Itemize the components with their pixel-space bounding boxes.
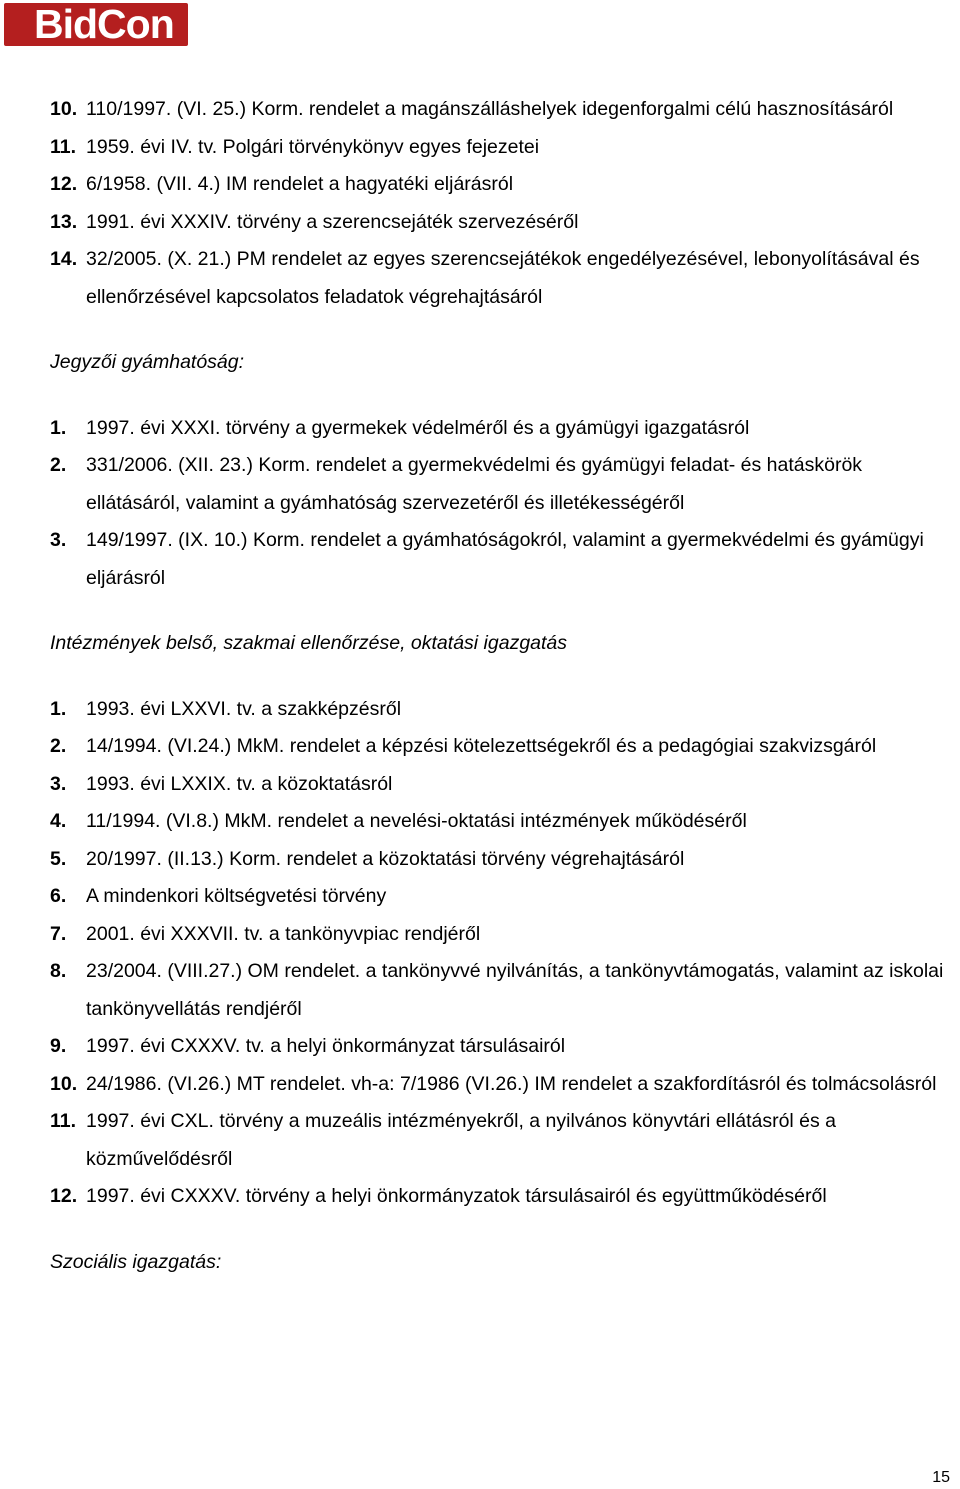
- list-item-text: 14/1994. (VI.24.) MkM. rendelet a képzési kötelezettségekről és a pedagógiai szakvizsgáról: [86, 735, 877, 757]
- list-item: [50, 91, 960, 129]
- list-item-number: 12.: [50, 173, 78, 195]
- list-item-text: 1959. évi IV. tv. Polgári törvénykönyv egyes fejezetei: [86, 135, 540, 158]
- section-title-education: Intézmények belső, szakmai ellenőrzése, oktatási igazgatás: [50, 632, 568, 654]
- list-item-number: 1.: [50, 416, 67, 439]
- bidcon-logo: [4, 3, 188, 46]
- list-item-number: 10.: [50, 98, 78, 120]
- logo-text: BidCon: [34, 1, 174, 47]
- list-item-number: 7.: [50, 922, 67, 945]
- list-item: [50, 447, 960, 522]
- list-item-number: 6.: [50, 885, 67, 907]
- list-item-text: 1997. évi XXXI. törvény a gyermekek védelméről és a gyámügyi igazgatásról: [86, 416, 750, 439]
- list-item-text: 11/1994. (VI.8.) MkM. rendelet a nevelési-oktatási intézmények működéséről: [86, 810, 747, 832]
- list-item-number: 8.: [50, 960, 67, 982]
- list-item: [50, 803, 960, 841]
- list-item-text: 20/1997. (II.13.) Korm. rendelet a közoktatási törvény végrehajtásáról: [86, 847, 685, 870]
- list-item: [50, 1178, 960, 1216]
- list-item: [50, 129, 960, 167]
- list-item-number: 1.: [50, 697, 67, 720]
- list-item: [50, 166, 960, 204]
- list-item-text: 23/2004. (VIII.27.) OM rendelet. a tankönyvvé nyilvánítás, a tankönyvtámogatás, valamint az iskolai tankönyvellátás rendjéről: [86, 960, 944, 1020]
- list-item-number: 9.: [50, 1035, 67, 1057]
- list-item: [50, 766, 960, 804]
- list-item-text: 1997. évi CXXXV. tv. a helyi önkormányzat társulásairól: [86, 1035, 566, 1057]
- list-item-text: 1993. évi LXXVI. tv. a szakképzésről: [86, 697, 402, 720]
- list-item-number: 5.: [50, 847, 67, 870]
- list-item: [50, 1028, 960, 1066]
- list-item-text: 6/1958. (VII. 4.) IM rendelet a hagyatéki eljárásról: [86, 173, 514, 195]
- list-item: [50, 841, 960, 879]
- list-item-number: 4.: [50, 810, 67, 832]
- list-item-number: 3.: [50, 529, 67, 551]
- list-item: [50, 953, 960, 1028]
- list-item: [50, 241, 960, 316]
- list-item-text: 1993. évi LXXIX. tv. a közoktatásról: [86, 772, 393, 795]
- list-item-number: 11.: [50, 135, 77, 158]
- list-item: [50, 691, 960, 729]
- list-item-text: A mindenkori költségvetési törvény: [86, 885, 387, 907]
- list-item-text: 331/2006. (XII. 23.) Korm. rendelet a gyermekvédelmi és gyámügyi feladat- és hatáskörök ellátásáról, valamint a gyámhatóság szervezetéről és illetékességéről: [86, 454, 863, 514]
- list-item: [50, 916, 960, 954]
- list-item-text: 110/1997. (VI. 25.) Korm. rendelet a magánszálláshelyek idegenforgalmi célú hasznosításáról: [86, 98, 894, 120]
- list-item-number: 2.: [50, 735, 67, 757]
- list-item-number: 13.: [50, 210, 78, 233]
- list-item-number: 12.: [50, 1185, 78, 1207]
- list-legislation-b: [50, 410, 960, 598]
- list-item-text: 149/1997. (IX. 10.) Korm. rendelet a gyámhatóságokról, valamint a gyermekvédelmi és gyámügyi eljárásról: [86, 529, 924, 589]
- list-item-number: 14.: [50, 248, 78, 270]
- list-item-number: 2.: [50, 454, 67, 476]
- list-item-text: 24/1986. (VI.26.) MT rendelet. vh-a: 7/1986 (VI.26.) IM rendelet a szakfordításról és tolmácsolásról: [86, 1072, 937, 1095]
- list-item: [50, 728, 960, 766]
- list-legislation-c: [50, 691, 960, 1216]
- list-item: [50, 878, 960, 916]
- list-item-number: 3.: [50, 772, 67, 795]
- list-item-text: 1997. évi CXL. törvény a muzeális intézményekről, a nyilvános könyvtári ellátásról és a közművelődésről: [86, 1110, 837, 1170]
- page-number: 15: [932, 1469, 950, 1486]
- list-item: [50, 522, 960, 597]
- list-item-text: 2001. évi XXXVII. tv. a tankönyvpiac rendjéről: [86, 922, 481, 945]
- list-item-text: 32/2005. (X. 21.) PM rendelet az egyes szerencsejátékok engedélyezésével, lebonyolításával és ellenőrzésével kapcsolatos feladatok végrehajtásáról: [86, 248, 920, 308]
- list-item: [50, 1103, 960, 1178]
- list-item: [50, 410, 960, 448]
- list-item-text: 1997. évi CXXXV. törvény a helyi önkormányzatok társulásairól és együttműködéséről: [86, 1185, 827, 1207]
- list-item-number: 11.: [50, 1110, 77, 1132]
- list-legislation-a: [50, 91, 960, 316]
- list-item-number: 10.: [50, 1072, 78, 1095]
- section-title-guardianship: Jegyzői gyámhatóság:: [50, 351, 245, 373]
- section-title-social: Szociális igazgatás:: [50, 1250, 222, 1273]
- list-item-text: 1991. évi XXXIV. törvény a szerencsejáték szervezéséről: [86, 210, 579, 233]
- list-item: [50, 1066, 960, 1104]
- document-body: [50, 91, 960, 1309]
- list-item: [50, 204, 960, 242]
